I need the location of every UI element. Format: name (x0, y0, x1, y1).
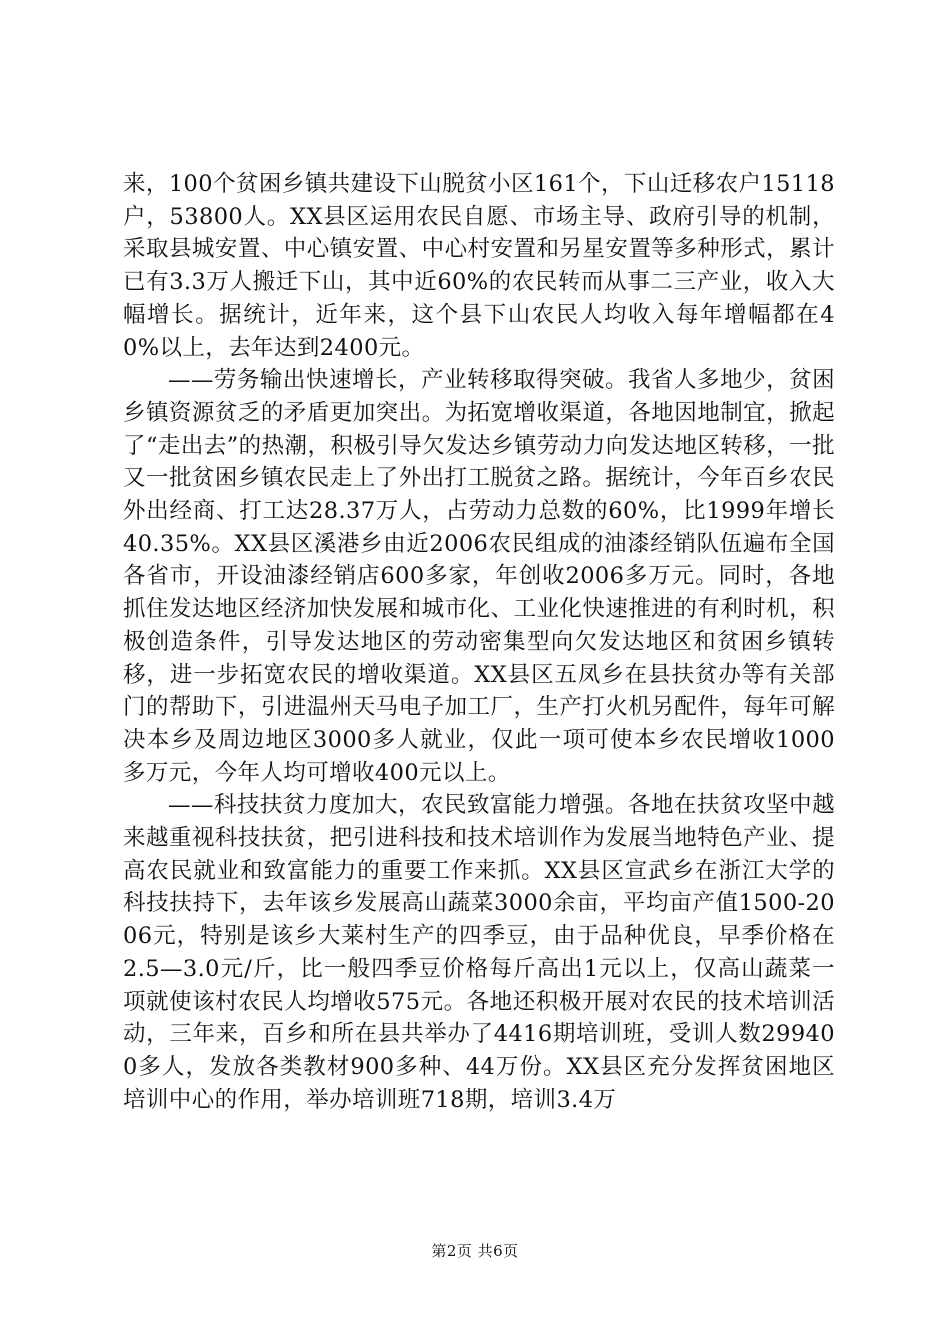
paragraph-3: ——科技扶贫力度加大，农民致富能力增强。各地在扶贫攻坚中越来越重视科技扶贫，把引进科技和技术培训作为发展当地特色产业、提高农民就业和致富能力的重要工作来抓。XX县区宣武乡在浙江大学的科技扶持下，去年该乡发展高山蔬菜3000余亩，平均亩产值1500-2006元，特别是该乡大莱村生产的四季豆，由于品种优良，早季价格在2.5—3.0元/斤，比一般四季豆价格每斤高出1元以上，仅高山蔬菜一项就使该村农民人均增收575元。各地还积极开展对农民的技术培训活动，三年来，百乡和所在县共举办了4416期培训班，受训人数299400多人，发放各类教材900多种、44万份。XX县区充分发挥贫困地区培训中心的作用，举办培训班718期，培训3.4万 (123, 792, 835, 1113)
paragraph-1: 来，100个贫困乡镇共建设下山脱贫小区161个，下山迁移农户15118户，53800人。XX县区运用农民自愿、市场主导、政府引导的机制，采取县城安置、中心镇安置、中心村安置和另星安置等多种形式，累计已有3.3万人搬迁下山，其中近60%的农民转而从事二三产业，收入大幅增长。据统计，近年来，这个县下山农民人均收入每年增幅都在40%以上，去年达到2400元。 (123, 171, 835, 361)
document-body (123, 168, 835, 1116)
page-number-footer: 第2页 共6页 (431, 1242, 519, 1260)
paragraph-2: ——劳务输出快速增长，产业转移取得突破。我省人多地少，贫困乡镇资源贫乏的矛盾更加突出。为拓宽增收渠道，各地因地制宜，掀起了“走出去”的热潮，积极引导欠发达乡镇劳动力向发达地区转移，一批又一批贫困乡镇农民走上了外出打工脱贫之路。据统计，今年百乡农民外出经商、打工达28.37万人，占劳动力总数的60%，比1999年增长40.35%。XX县区溪港乡由近2006农民组成的油漆经销队伍遍布全国各省市，开设油漆经销店600多家，年创收2006多万元。同时，各地抓住发达地区经济加快发展和城市化、工业化快速推进的有利时机，积极创造条件，引导发达地区的劳动密集型向欠发达地区和贫困乡镇转移，进一步拓宽农民的增收渠道。XX县区五凤乡在县扶贫办等有关部门的帮助下，引进温州天马电子加工厂，生产打火机另配件，每年可解决本乡及周边地区3000多人就业，仅此一项可使本乡农民增收1000多万元，今年人均可增收400元以上。 (123, 367, 835, 786)
